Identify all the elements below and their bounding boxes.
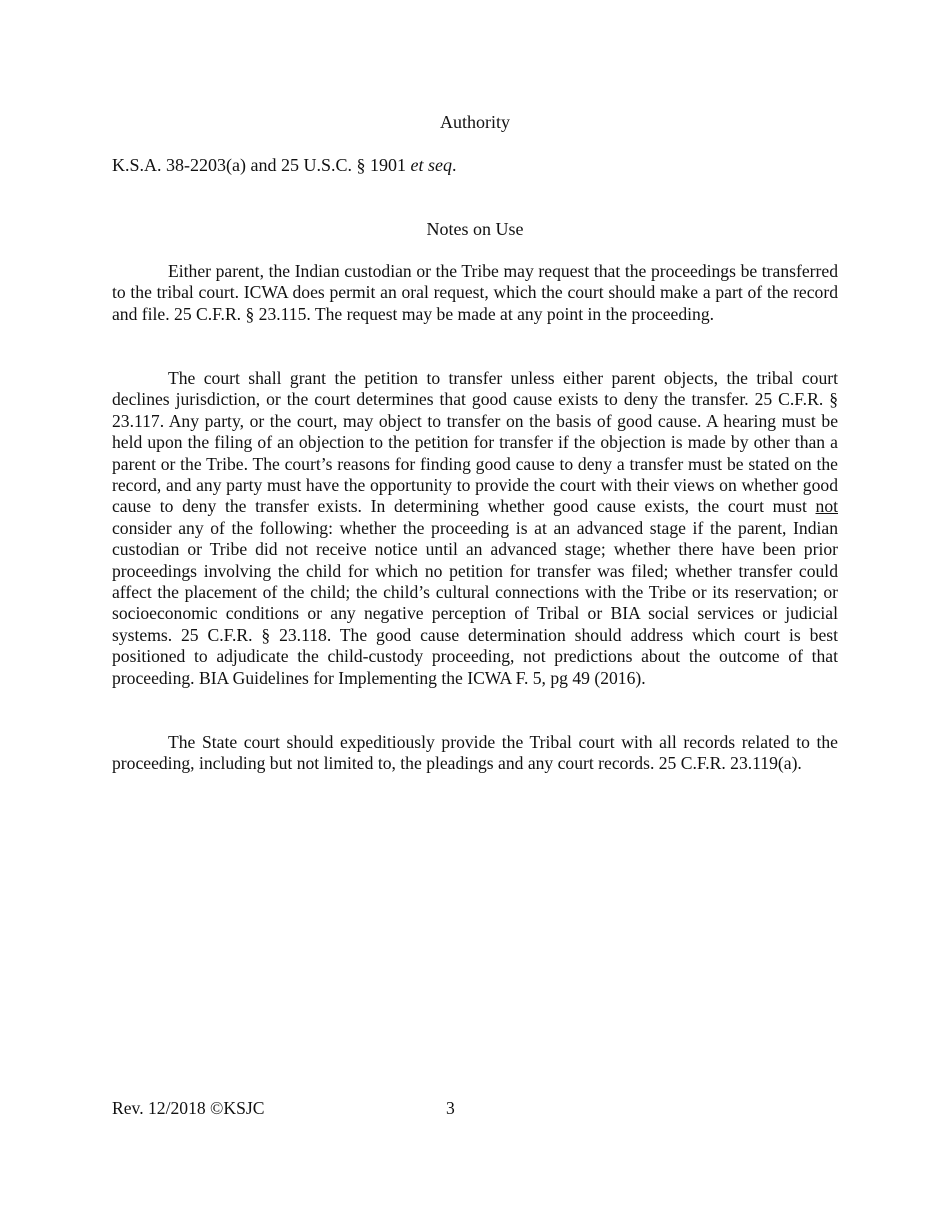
notes-on-use-heading: Notes on Use (426, 219, 524, 239)
notes-paragraph-2-underlined-not: not (815, 496, 838, 517)
footer-revision: Rev. 12/2018 ©KSJC (112, 1098, 265, 1118)
notes-paragraph-3: The State court should expeditiously provide the Tribal court with all records related to the proceeding, including but not limited to, the pleadings and any court records. 25 C.F.R. 23.119(a). (112, 732, 838, 774)
notes-paragraph-1: Either parent, the Indian custodian or the Tribe may request that the proceedings be transferred to the tribal court. ICWA does permit an oral request, which the court should make a part of the record and file. 25 C.F.R. § 23.115. The request may be made at any point in the proceeding. (112, 261, 838, 324)
authority-citation-et-seq: et seq (410, 155, 452, 175)
authority-heading: Authority (440, 112, 510, 132)
notes-paragraph-2-part-b: consider any of the following: whether the proceeding is at an advanced stage if the parent, Indian custodian or Tribe did not receive notice until an advanced stage; whether there have been prior proceedings involving the child for which no petition for transfer was filed; whether transfer could affect the placement of the child; the child’s cultural connections with the Tribe or its reservation; or socioeconomic conditions or any negative perception of Tribal or BIA social services or judicial systems. 25 C.F.R. § 23.118. The good cause determination should address which court is best positioned to adjudicate the child-custody proceeding, not predictions about the outcome of that proceeding. BIA Guidelines for Implementing the ICWA F. 5, pg 49 (2016). (112, 517, 838, 688)
authority-citation-main: K.S.A. 38-2203(a) and 25 U.S.C. § 1901 (112, 155, 411, 175)
notes-paragraph-2-part-a: The court shall grant the petition to transfer unless either parent objects, the tribal court declines jurisdiction, or the court determines that good cause exists to deny the transfer. 25 C.F.R. § 23.117. Any party, or the court, may object to transfer on the basis of good cause. A hearing must be held upon the filing of an objection to the petition for transfer if the objection is made by other than a parent or the Tribe. The court’s reasons for finding good cause to deny a transfer must be stated on the record, and any party must have the opportunity to provide the court with their views on whether good cause to deny the transfer exists. In determining whether good cause exists, the court must (112, 368, 838, 517)
footer-page-number: 3 (446, 1098, 455, 1118)
notes-paragraph-2 (112, 368, 838, 689)
authority-citation (112, 154, 838, 176)
document-page (112, 0, 838, 1230)
authority-citation-end: . (451, 155, 457, 175)
